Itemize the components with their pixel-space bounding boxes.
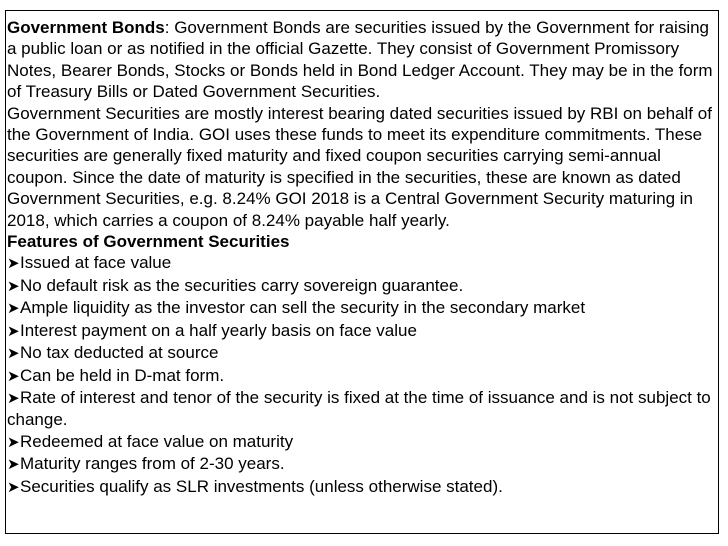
content-box: [5, 10, 719, 534]
intro-term: Government Bonds: [7, 18, 165, 37]
arrow-bullet-icon: ➤: [7, 456, 20, 474]
feature-item: [7, 365, 717, 387]
feature-text: Maturity ranges from of 2-30 years.: [20, 454, 285, 474]
feature-text: Redeemed at face value on maturity: [20, 431, 294, 451]
feature-item: [7, 275, 717, 297]
feature-item: [7, 476, 717, 498]
feature-item: [7, 342, 717, 364]
arrow-bullet-icon: ➤: [7, 255, 20, 273]
feature-text: Issued at face value: [20, 253, 172, 273]
feature-item: [7, 387, 717, 431]
feature-item: [7, 431, 717, 453]
feature-text: No default risk as the securities carry sovereign guarantee.: [20, 275, 464, 295]
arrow-bullet-icon: ➤: [7, 367, 20, 385]
arrow-bullet-icon: ➤: [7, 478, 20, 496]
feature-text: Interest payment on a half yearly basis on face value: [20, 320, 417, 340]
arrow-bullet-icon: ➤: [7, 322, 20, 340]
arrow-bullet-icon: ➤: [7, 389, 20, 407]
features-heading: Features of Government Securities: [7, 232, 290, 252]
arrow-bullet-icon: ➤: [7, 345, 20, 363]
intro-paragraph: [7, 17, 717, 103]
feature-text: Can be held in D-mat form.: [20, 365, 225, 385]
feature-item: [7, 453, 717, 475]
arrow-bullet-icon: ➤: [7, 277, 20, 295]
arrow-bullet-icon: ➤: [7, 433, 20, 451]
securities-paragraph: Government Securities are mostly interest bearing dated securities issued by RBI on behalf of the Government of India. GOI uses these funds to meet its expenditure commitments. These securities are generally fixed maturity and fixed coupon securities carrying semi-annual coupon. Since the date of maturity is specified in the securities, these are known as dated Government Securities, e.g. 8.24% GOI 2018 is a Central Government Security maturing in 2018, which carries a coupon of 8.24% payable half yearly.: [7, 103, 712, 230]
arrow-bullet-icon: ➤: [7, 300, 20, 318]
features-list: [7, 252, 717, 497]
feature-item: [7, 252, 717, 274]
intro-definition: : Government Bonds are securities issued by the Government for raising a public loan or as notified in the official Gazette. They consist of Government Promissory Notes, Bearer Bonds, Stocks or Bonds held in Bond Ledger Account. They may be in the form of Treasury Bills or Dated Government Securities.: [7, 18, 713, 102]
feature-text: Rate of interest and tenor of the security is fixed at the time of issuance and is not subject to change.: [7, 387, 711, 430]
feature-item: [7, 320, 717, 342]
feature-text: Securities qualify as SLR investments (unless otherwise stated).: [20, 476, 503, 496]
feature-item: [7, 297, 717, 319]
feature-text: Ample liquidity as the investor can sell the security in the secondary market: [20, 298, 586, 318]
feature-text: No tax deducted at source: [20, 343, 219, 363]
